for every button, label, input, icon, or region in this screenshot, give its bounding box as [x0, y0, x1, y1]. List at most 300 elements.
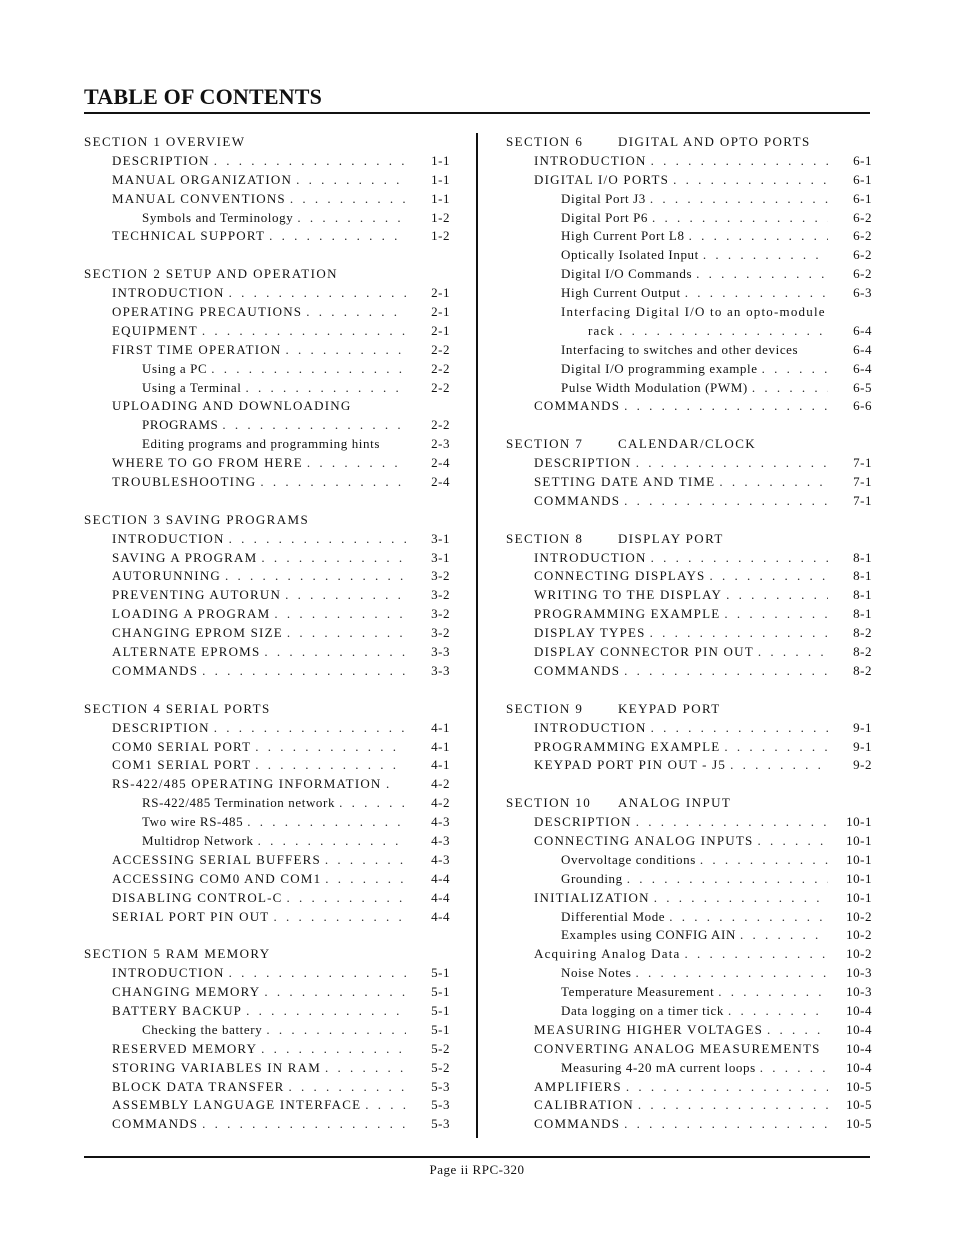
dot-leader [242, 1002, 406, 1021]
toc-page-number: 3-2 [431, 568, 450, 584]
toc-section [84, 511, 450, 681]
toc-page-number: 10-1 [846, 851, 872, 867]
toc-entry[interactable] [84, 530, 450, 549]
toc-entry-label: COMMANDS [112, 1116, 199, 1132]
dot-leader [293, 209, 406, 228]
dot-leader [620, 397, 828, 416]
dot-leader [620, 492, 828, 511]
toc-entry-label: Digital I/O programming example [561, 360, 758, 376]
dot-leader [753, 832, 828, 851]
dot-leader [269, 908, 406, 927]
toc-entry[interactable] [84, 1040, 450, 1059]
toc-page-number: 6-2 [853, 266, 872, 282]
toc-entry-label: BATTERY BACKUP [112, 1002, 243, 1018]
toc-page-number: 6-1 [853, 190, 872, 206]
toc-entry-label: AMPLIFIERS [534, 1078, 622, 1094]
toc-page-number: 10-1 [846, 832, 872, 848]
toc-entry-label: COMMANDS [534, 492, 621, 508]
toc-entry-label: Optically Isolated Input [561, 247, 699, 263]
toc-entry[interactable] [84, 605, 450, 624]
toc-entry-label: ACCESSING SERIAL BUFFERS [112, 851, 321, 867]
toc-page-number: 9-1 [853, 719, 872, 735]
toc-entry-label: Grounding [561, 870, 623, 886]
section-heading [506, 435, 872, 454]
toc-entry[interactable] [506, 870, 872, 889]
toc-page-number: 5-1 [431, 965, 450, 981]
toc-entry-label: CONNECTING ANALOG INPUTS [534, 832, 754, 848]
dot-leader [615, 322, 828, 341]
dot-leader [241, 379, 406, 398]
toc-entry-label: COMMANDS [534, 662, 621, 678]
toc-page-number: 2-2 [431, 417, 450, 433]
toc-page-number: 3-3 [431, 644, 450, 660]
toc-entry-label: CONNECTING DISPLAYS [534, 568, 706, 584]
dot-leader [281, 341, 406, 360]
toc-entry[interactable] [84, 889, 450, 908]
toc-page-number: 1-1 [431, 190, 450, 206]
toc-entry[interactable] [84, 586, 450, 605]
dot-leader [285, 1078, 407, 1097]
toc-section [506, 435, 872, 511]
dot-leader [681, 945, 828, 964]
toc-entry[interactable] [84, 813, 450, 832]
toc-entry[interactable] [506, 454, 872, 473]
toc-entry[interactable] [506, 265, 872, 284]
toc-page-number: 10-3 [846, 984, 872, 1000]
toc-entry[interactable] [506, 1115, 872, 1134]
section-title: ANALOG INPUT [618, 795, 732, 811]
dot-leader [736, 926, 828, 945]
toc-page-number: 8-2 [853, 662, 872, 678]
toc-entry-label: RS-422/485 OPERATING INFORMATION . [112, 776, 391, 792]
toc-entry[interactable] [84, 1078, 450, 1097]
toc-page-number: 6-2 [853, 228, 872, 244]
toc-entry[interactable] [84, 775, 450, 794]
toc-page-number: 3-1 [431, 549, 450, 565]
dot-leader [758, 360, 828, 379]
toc-entry-label: PROGRAMMING EXAMPLE [534, 738, 721, 754]
toc-page-number: 3-1 [431, 530, 450, 546]
toc-entry-label: TROUBLESHOOTING [112, 474, 257, 490]
toc-entry[interactable] [84, 341, 450, 360]
toc-entry[interactable] [506, 643, 872, 662]
toc-entry[interactable] [506, 662, 872, 681]
toc-entry[interactable] [84, 473, 450, 492]
page-title: TABLE OF CONTENTS [84, 84, 323, 109]
toc-entry[interactable] [84, 908, 450, 927]
dot-leader [696, 851, 828, 870]
toc-entry-label: WRITING TO THE DISPLAY [534, 587, 723, 603]
toc-entry[interactable] [506, 719, 872, 738]
toc-entry-label: Multidrop Network [142, 832, 254, 848]
toc-page-number: 2-1 [431, 304, 450, 320]
toc-page-number: 10-4 [846, 1059, 872, 1075]
toc-entry-label: MANUAL ORGANIZATION [112, 171, 293, 187]
toc-page-number: 9-2 [853, 757, 872, 773]
toc-page-number: 6-2 [853, 209, 872, 225]
toc-entry[interactable] [506, 1078, 872, 1097]
toc-entry-label: CHANGING MEMORY [112, 984, 261, 1000]
dot-leader [647, 719, 828, 738]
dot-leader [207, 360, 406, 379]
dot-leader [260, 983, 406, 1002]
toc-page-number: 5-3 [431, 1097, 450, 1113]
toc-entry-label: Two wire RS-485 [142, 814, 244, 830]
toc-entry[interactable] [84, 662, 450, 681]
toc-right-column [506, 133, 872, 1153]
toc-entry-label: OPERATING PRECAUTIONS [112, 304, 303, 320]
toc-entry-label: INTRODUCTION [112, 530, 225, 546]
toc-entry-label: MANUAL CONVENTIONS [112, 190, 286, 206]
toc-page-number: 10-2 [846, 908, 872, 924]
toc-section [84, 700, 450, 927]
toc-entry[interactable] [84, 227, 450, 246]
toc-entry[interactable] [84, 794, 450, 813]
section-title: DISPLAY PORT [618, 530, 724, 546]
dot-leader [286, 190, 406, 209]
toc-section [84, 133, 450, 246]
dot-leader [685, 227, 828, 246]
section-heading [506, 133, 872, 152]
dot-leader [321, 870, 406, 889]
toc-entry-label: High Current Port L8 [561, 228, 685, 244]
toc-entry[interactable] [506, 322, 872, 341]
toc-page-number: 10-1 [846, 814, 872, 830]
toc-entry-label: CALIBRATION [534, 1097, 634, 1113]
dot-leader [632, 454, 828, 473]
toc-entry[interactable] [84, 1002, 450, 1021]
toc-entry-label: RESERVED MEMORY [112, 1040, 258, 1056]
toc-entry-label: KEYPAD PORT PIN OUT - J5 [534, 757, 727, 773]
toc-entry-label: Digital I/O Commands [561, 266, 693, 282]
toc-page-number: 2-3 [431, 436, 450, 452]
toc-entry-label: Acquiring Analog Data [534, 946, 681, 962]
toc-entry[interactable] [506, 227, 872, 246]
toc-entry[interactable] [84, 1059, 450, 1078]
toc-entry[interactable] [84, 152, 450, 171]
toc-entry[interactable] [506, 832, 872, 851]
toc-entry-label: COMMANDS [534, 1116, 621, 1132]
toc-page-number: 6-4 [853, 322, 872, 338]
toc-page-number: 4-2 [431, 795, 450, 811]
toc-entry[interactable] [84, 284, 450, 303]
toc-page-number: 4-4 [431, 908, 450, 924]
toc-entry[interactable] [506, 1096, 872, 1115]
dot-leader [681, 284, 828, 303]
page-footer: Page ii RPC-320 [429, 1162, 525, 1177]
toc-entry[interactable] [84, 209, 450, 228]
toc-page-number: 4-2 [431, 776, 450, 792]
toc-entry[interactable] [506, 964, 872, 983]
toc-page-number: 10-5 [846, 1116, 872, 1132]
dot-leader [724, 1002, 828, 1021]
toc-page-number: 10-1 [846, 889, 872, 905]
toc-page-number: 4-1 [431, 757, 450, 773]
toc-entry[interactable] [506, 851, 872, 870]
toc-section [84, 945, 450, 1134]
toc-page-number: 5-2 [431, 1040, 450, 1056]
toc-entry[interactable] [84, 549, 450, 568]
toc-page-number: 10-2 [846, 927, 872, 943]
dot-leader [647, 549, 828, 568]
toc-entry[interactable] [84, 416, 450, 435]
toc-page-number: 9-1 [853, 738, 872, 754]
toc-page-number: 5-3 [431, 1116, 450, 1132]
section-title: SECTION 4 SERIAL PORTS [84, 700, 271, 716]
toc-page-number: 6-1 [853, 171, 872, 187]
toc-entry[interactable] [506, 567, 872, 586]
toc-entry-label: PROGRAMMING EXAMPLE [534, 606, 721, 622]
toc-entry-label: COM0 SERIAL PORT [112, 738, 252, 754]
dot-leader [283, 624, 406, 643]
toc-entry[interactable] [506, 397, 872, 416]
dot-leader [225, 284, 406, 303]
toc-page-number: 6-6 [853, 398, 872, 414]
toc-entry[interactable] [506, 284, 872, 303]
toc-page-number: 4-3 [431, 851, 450, 867]
toc-page-number: 6-3 [853, 285, 872, 301]
toc-page-number: 10-5 [846, 1097, 872, 1113]
toc-page-number: 1-2 [431, 209, 450, 225]
toc-entry[interactable] [506, 492, 872, 511]
toc-page-number: 10-4 [846, 1002, 872, 1018]
toc-entry[interactable] [506, 549, 872, 568]
toc-entry[interactable] [506, 889, 872, 908]
toc-page-number: 2-4 [431, 455, 450, 471]
dot-leader [620, 1115, 828, 1134]
toc-entry-label: Digital Port J3 [561, 190, 646, 206]
toc-entry[interactable] [84, 1096, 450, 1115]
toc-entry-label: Digital Port P6 [561, 209, 649, 225]
toc-page-number: 8-1 [853, 568, 872, 584]
toc-entry[interactable] [84, 643, 450, 662]
toc-entry[interactable] [84, 435, 450, 454]
dot-leader [646, 624, 828, 643]
toc-entry[interactable] [506, 152, 872, 171]
toc-entry[interactable] [506, 738, 872, 757]
toc-page-number: 4-3 [431, 814, 450, 830]
dot-leader [632, 813, 828, 832]
toc-entry-label: DISPLAY CONNECTOR PIN OUT [534, 644, 754, 660]
toc-page-number: 2-2 [431, 379, 450, 395]
toc-page-number: 10-1 [846, 870, 872, 886]
toc-entry[interactable] [84, 851, 450, 870]
toc-entry-label: FIRST TIME OPERATION [112, 341, 282, 357]
toc-entry[interactable] [506, 624, 872, 643]
toc-page-number: 5-1 [431, 1021, 450, 1037]
toc-entry[interactable] [84, 832, 450, 851]
dot-leader [754, 643, 828, 662]
dot-leader [254, 832, 406, 851]
toc-entry-label: BLOCK DATA TRANSFER [112, 1078, 285, 1094]
toc-page-number: 2-4 [431, 474, 450, 490]
toc-entry[interactable] [506, 983, 872, 1002]
toc-entry[interactable] [506, 190, 872, 209]
toc-section [506, 133, 872, 416]
toc-entry[interactable] [84, 171, 450, 190]
dot-leader [720, 605, 828, 624]
toc-entry-label: COMMANDS [534, 398, 621, 414]
toc-page-number: 4-4 [431, 889, 450, 905]
dot-leader [361, 1096, 406, 1115]
toc-entry[interactable] [506, 756, 872, 775]
toc-entry[interactable] [506, 605, 872, 624]
toc-entry[interactable] [84, 1115, 450, 1134]
dot-leader [720, 738, 828, 757]
toc-entry[interactable] [506, 945, 872, 964]
toc-entry[interactable] [506, 360, 872, 379]
toc-page-number: 1-2 [431, 228, 450, 244]
toc-entry[interactable] [506, 908, 872, 927]
dot-leader [763, 1021, 828, 1040]
toc-entry[interactable] [506, 1040, 872, 1059]
toc-page-number: 8-1 [853, 549, 872, 565]
section-heading [506, 700, 872, 719]
toc-entry-label: SAVING A PROGRAM [112, 549, 258, 565]
toc-entry[interactable] [84, 190, 450, 209]
toc-entry[interactable] [506, 473, 872, 492]
dot-leader [756, 1059, 828, 1078]
toc-entry-label-line[interactable]: UPLOADING AND DOWNLOADING [112, 398, 352, 414]
toc-left-column [84, 133, 450, 1153]
toc-entry[interactable] [84, 983, 450, 1002]
dot-leader [748, 379, 828, 398]
toc-entry[interactable] [84, 322, 450, 341]
toc-entry[interactable] [84, 964, 450, 983]
toc-entry-label: Overvoltage conditions [561, 851, 696, 867]
toc-entry[interactable] [84, 303, 450, 322]
toc-entry-label: Interfacing to switches and other devices [561, 341, 799, 357]
title-rule [84, 112, 870, 114]
section-number: SECTION 9 [506, 700, 584, 716]
section-heading [84, 265, 450, 284]
toc-page-number: 10-5 [846, 1078, 872, 1094]
section-heading [84, 700, 450, 719]
toc-entry[interactable] [506, 813, 872, 832]
toc-entry[interactable] [84, 379, 450, 398]
dot-leader [335, 794, 406, 813]
toc-page-number: 2-1 [431, 285, 450, 301]
footer-rule [84, 1156, 870, 1158]
section-heading [506, 794, 872, 813]
toc-entry[interactable] [84, 567, 450, 586]
dot-leader [210, 719, 406, 738]
dot-leader [257, 549, 406, 568]
toc-entry-label: AUTORUNNING [112, 568, 222, 584]
section-heading [84, 945, 450, 964]
toc-entry-label: High Current Output [561, 285, 681, 301]
section-heading [84, 133, 450, 152]
toc-entry-label: Pulse Width Modulation (PWM) [561, 379, 748, 395]
section-number: SECTION 10 [506, 795, 592, 811]
toc-entry[interactable] [506, 1021, 872, 1040]
toc-entry-label: rack [588, 322, 616, 338]
toc-page-number: 7-1 [853, 455, 872, 471]
toc-entry[interactable] [506, 341, 872, 360]
toc-page-number: 7-1 [853, 474, 872, 490]
toc-page-number: 8-2 [853, 644, 872, 660]
dot-leader [251, 756, 406, 775]
toc-entry-label: MEASURING HIGHER VOLTAGES [534, 1021, 764, 1037]
dot-leader [634, 1096, 828, 1115]
toc-page-number: 3-3 [431, 662, 450, 678]
toc-page-number: 10-3 [846, 965, 872, 981]
toc-entry[interactable] [506, 171, 872, 190]
toc-entry-label: ASSEMBLY LANGUAGE INTERFACE [112, 1097, 362, 1113]
toc-page-number: 10-4 [846, 1040, 872, 1056]
toc-page-number: 6-4 [853, 341, 872, 357]
toc-entry-label-line[interactable]: Interfacing Digital I/O to an opto-module [561, 304, 826, 320]
toc-entry[interactable] [84, 738, 450, 757]
dot-leader [726, 756, 828, 775]
toc-entry[interactable] [84, 756, 450, 775]
toc-entry[interactable] [506, 379, 872, 398]
toc-entry[interactable] [506, 246, 872, 265]
toc-entry-label: DISPLAY TYPES [534, 625, 646, 641]
dot-leader [647, 152, 828, 171]
toc-entry[interactable] [84, 719, 450, 738]
section-title: SECTION 5 RAM MEMORY [84, 946, 271, 962]
toc-page-number: 3-2 [431, 625, 450, 641]
toc-entry[interactable] [84, 1021, 450, 1040]
toc-entry-label: Measuring 4-20 mA current loops [561, 1059, 756, 1075]
toc-entry[interactable] [84, 870, 450, 889]
toc-section [506, 700, 872, 776]
toc-entry[interactable] [506, 586, 872, 605]
dot-leader [225, 530, 406, 549]
dot-leader [283, 889, 407, 908]
toc-page-number: 10-2 [846, 946, 872, 962]
toc-page-number: 6-1 [853, 152, 872, 168]
dot-leader [623, 870, 828, 889]
dot-leader [256, 473, 406, 492]
section-title: KEYPAD PORT [618, 700, 721, 716]
dot-leader [243, 813, 406, 832]
toc-entry[interactable] [84, 454, 450, 473]
toc-entry-label: LOADING A PROGRAM [112, 606, 271, 622]
toc-entry[interactable] [84, 624, 450, 643]
toc-section [506, 794, 872, 1134]
toc-page-number: 3-2 [431, 587, 450, 603]
dot-leader [646, 190, 828, 209]
toc-page-number: 6-2 [853, 247, 872, 263]
toc-entry[interactable] [84, 360, 450, 379]
toc-page-number: 2-2 [431, 341, 450, 357]
toc-entry-label: SERIAL PORT PIN OUT [112, 908, 270, 924]
dot-leader [705, 567, 828, 586]
toc-entry[interactable] [506, 926, 872, 945]
toc-section [506, 530, 872, 681]
dot-leader [218, 416, 406, 435]
dot-leader [270, 605, 406, 624]
toc-entry-label: INTRODUCTION [112, 965, 225, 981]
toc-page-number: 5-1 [431, 1002, 450, 1018]
toc-entry[interactable] [506, 209, 872, 228]
toc-entry[interactable] [506, 1059, 872, 1078]
toc-page-number: 8-2 [853, 625, 872, 641]
toc-entry-label: PROGRAMS [142, 417, 219, 433]
toc-entry[interactable] [506, 1002, 872, 1021]
toc-entry-label: DESCRIPTION [534, 814, 632, 830]
dot-leader [281, 586, 406, 605]
toc-entry-label: INTRODUCTION [534, 152, 647, 168]
dot-leader [225, 964, 406, 983]
toc-entry-label: Editing programs and programming hints [142, 436, 380, 452]
toc-entry-label: Examples using CONFIG AIN [561, 927, 736, 943]
toc-entry-label: Temperature Measurement [561, 984, 715, 1000]
dot-leader [650, 889, 828, 908]
section-title: DIGITAL AND OPTO PORTS [618, 134, 811, 149]
